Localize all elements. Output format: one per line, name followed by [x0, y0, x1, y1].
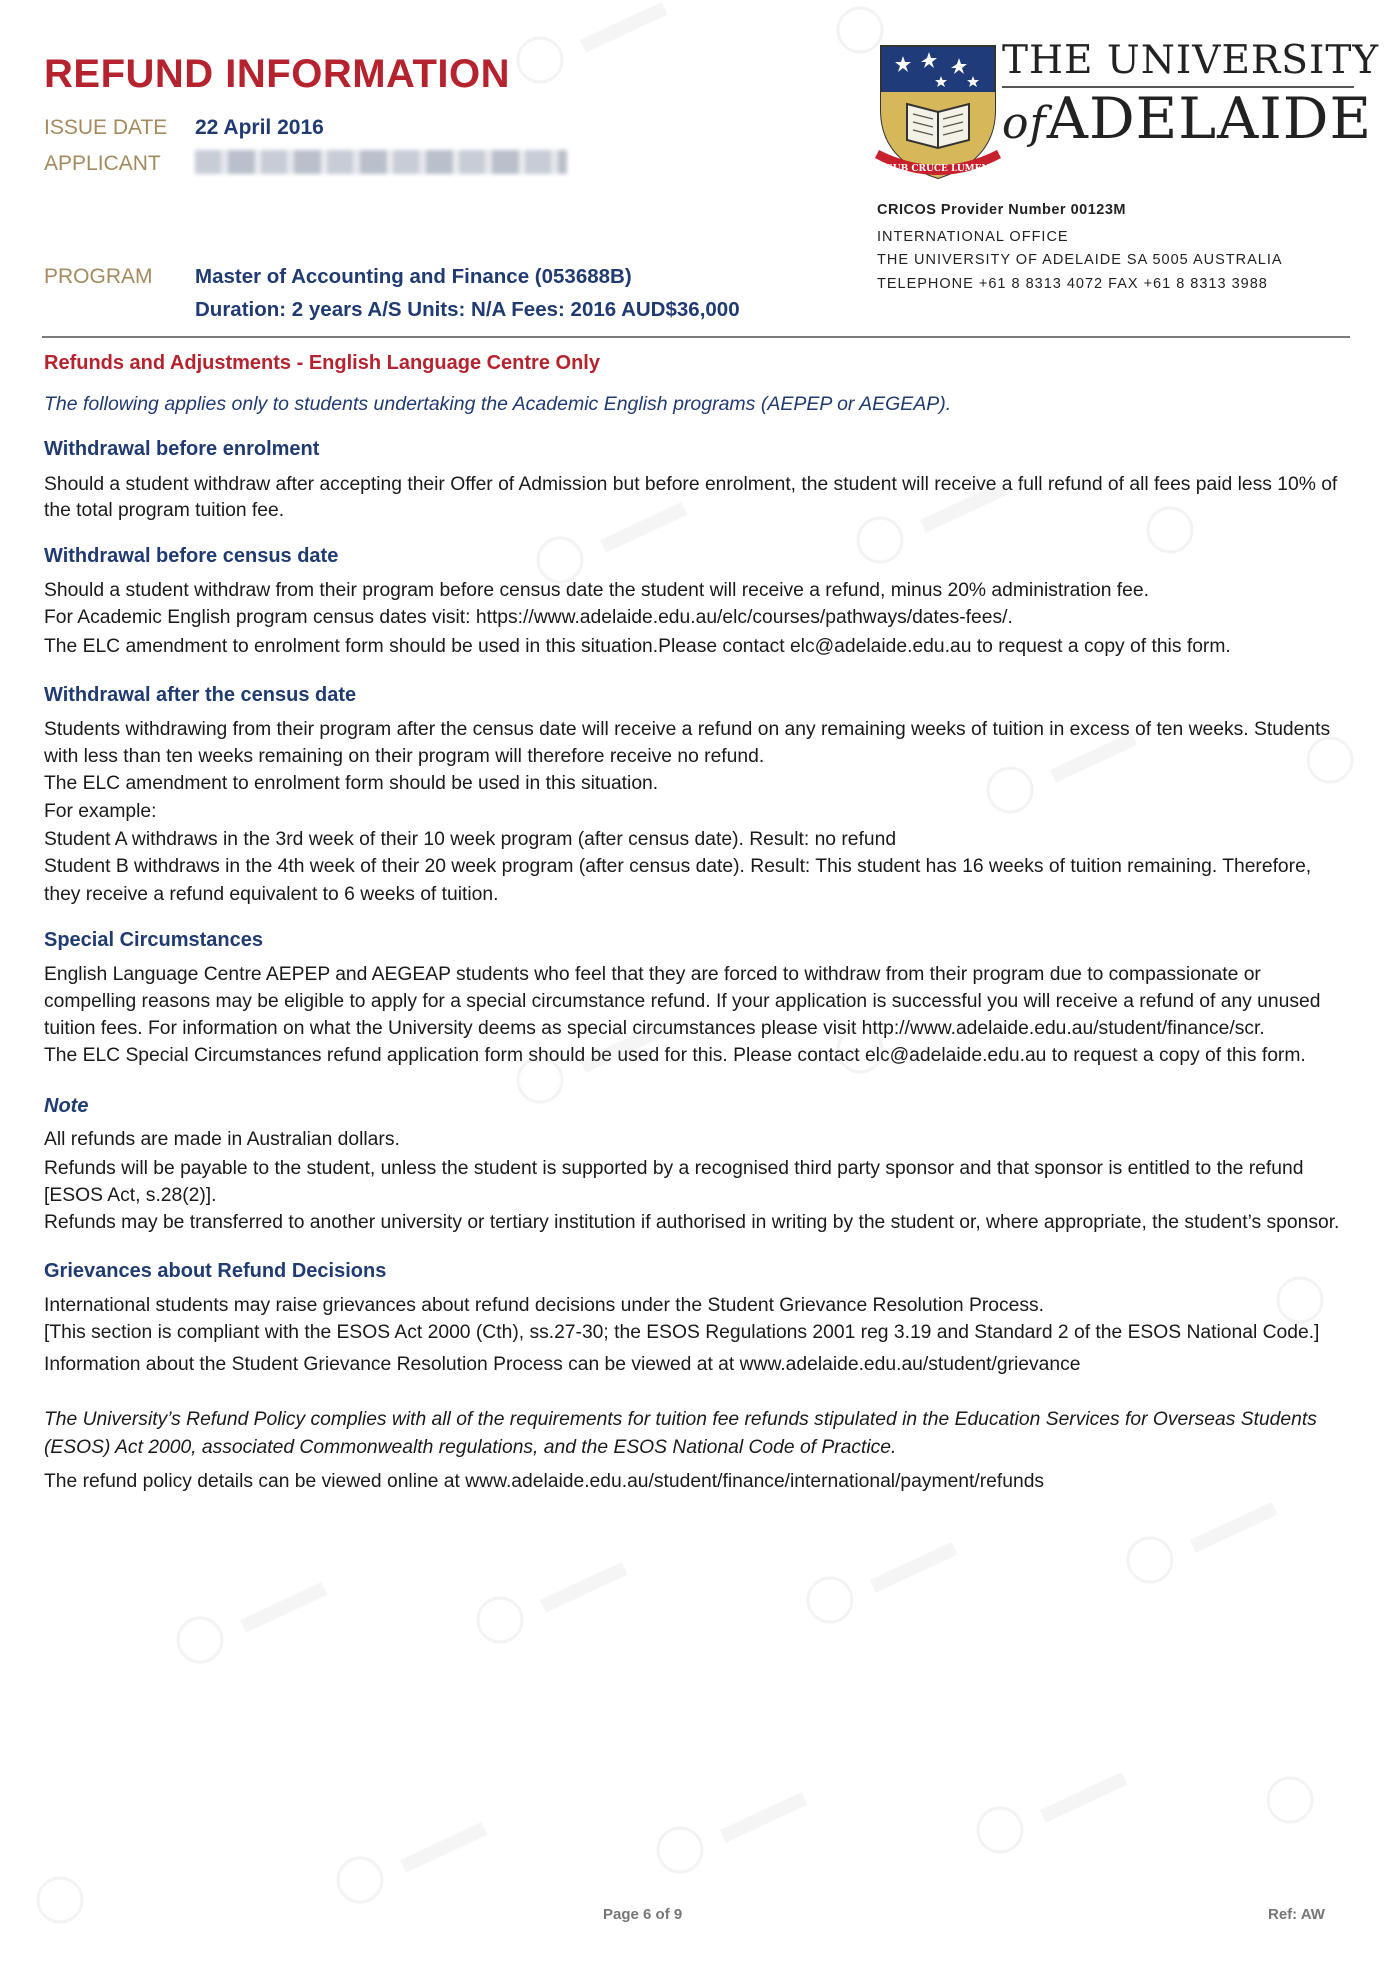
program-name: Master of Accounting and Finance (053688B)	[195, 265, 632, 288]
university-name-adelaide: ADELAIDE	[1046, 86, 1373, 152]
policy-line: The University’s Refund Policy complies with all of the requirements for tuition fee refunds stipulated in the Education Services for Overseas Students	[44, 1409, 1317, 1430]
university-crest-logo	[873, 40, 1003, 188]
university-name-of: of	[1002, 98, 1047, 149]
paragraph-line: Should a student withdraw after accepting their Offer of Admission but before enrolment, the student will receive a full refund of all fees paid less 10% of	[44, 474, 1338, 495]
paragraph-line: compelling reasons may be eligible to apply for a special circumstance refund. If your application is successful you will receive a refund of any unused	[44, 991, 1321, 1012]
paragraph-line: [ESOS Act, s.28(2)].	[44, 1185, 217, 1206]
paragraph-line: For Academic English program census dates visit: https://www.adelaide.edu.au/elc/courses/pathways/dates-fees/.	[44, 607, 1013, 628]
issue-date-label: ISSUE DATE	[44, 116, 168, 139]
paragraph-line: Information about the Student Grievance Resolution Process can be viewed at at www.adelaide.edu.au/student/grievance	[44, 1354, 1081, 1375]
paragraph-line: they receive a refund equivalent to 6 weeks of tuition.	[44, 884, 499, 905]
office-address: THE UNIVERSITY OF ADELAIDE SA 5005 AUSTRALIA	[877, 252, 1283, 268]
heading-withdrawal-before-enrolment: Withdrawal before enrolment	[44, 438, 320, 460]
paragraph-line: Refunds will be payable to the student, unless the student is supported by a recognised third party sponsor and that sponsor is entitled to the refund	[44, 1158, 1304, 1179]
program-details: Duration: 2 years A/S Units: N/A Fees: 2016 AUD$36,000	[195, 298, 740, 321]
paragraph-line: The ELC Special Circumstances refund application form should be used for this. Please contact elc@adelaide.edu.au to request a copy of this form.	[44, 1045, 1306, 1066]
heading-withdrawal-after-census: Withdrawal after the census date	[44, 684, 357, 706]
paragraph-line: tuition fees. For information on what the University deems as special circumstances please visit http://www.adelaide.edu.au/student/finance/scr.	[44, 1018, 1265, 1039]
program-label: PROGRAM	[44, 265, 153, 288]
paragraph-line: The ELC amendment to enrolment form should be used in this situation.Please contact elc@adelaide.edu.au to request a copy of this form.	[44, 636, 1231, 657]
intro-text: The following applies only to students undertaking the Academic English programs (AEPEP or AEGEAP).	[44, 393, 952, 415]
office-phone-fax: TELEPHONE +61 8 8313 4072 FAX +61 8 8313 3988	[877, 276, 1268, 292]
paragraph-line: Student A withdraws in the 3rd week of their 10 week program (after census date). Result: no refund	[44, 829, 897, 850]
university-name-line2	[1002, 86, 1372, 152]
heading-grievances: Grievances about Refund Decisions	[44, 1260, 387, 1282]
issue-date-value: 22 April 2016	[195, 116, 324, 139]
applicant-label: APPLICANT	[44, 152, 161, 175]
paragraph-line: the total program tuition fee.	[44, 500, 285, 521]
paragraph-line: The ELC amendment to enrolment form should be used in this situation.	[44, 773, 659, 794]
heading-special-circumstances: Special Circumstances	[44, 929, 263, 951]
policy-line: The refund policy details can be viewed online at www.adelaide.edu.au/student/finance/international/payment/refunds	[44, 1471, 1045, 1492]
paragraph-line: with less than ten weeks remaining on their program will therefore receive no refund.	[44, 746, 765, 767]
paragraph-line: Student B withdraws in the 4th week of their 20 week program (after census date). Result: This student has 16 weeks of tuition remaining. Therefore,	[44, 856, 1312, 877]
policy-line: (ESOS) Act 2000, associated Commonwealth regulations, and the ESOS National Code of Practice.	[44, 1437, 897, 1458]
paragraph-line: Students withdrawing from their program after the census date will receive a refund on any remaining weeks of tuition in excess of ten weeks. Students	[44, 719, 1331, 740]
paragraph-line: All refunds are made in Australian dollars.	[44, 1129, 400, 1150]
paragraph-line: For example:	[44, 801, 157, 822]
heading-note: Note	[44, 1095, 89, 1117]
paragraph-line: International students may raise grievances about refund decisions under the Student Grievance Resolution Process.	[44, 1295, 1044, 1316]
page-number: Page 6 of 9	[603, 1906, 683, 1923]
office-name: INTERNATIONAL OFFICE	[877, 229, 1069, 245]
paragraph-line: [This section is compliant with the ESOS Act 2000 (Cth), ss.27-30; the ESOS Regulations 2001 reg 3.19 and Standard 2 of the ESOS National Code.]	[44, 1322, 1320, 1343]
applicant-redacted	[195, 150, 567, 174]
reference-code: Ref: AW	[1268, 1906, 1325, 1923]
paragraph-line: Should a student withdraw from their program before census date the student will receive a refund, minus 20% administration fee.	[44, 580, 1149, 601]
paragraph-line: English Language Centre AEPEP and AEGEAP students who feel that they are forced to withdraw from their program due to compassionate or	[44, 964, 1261, 985]
section-title: Refunds and Adjustments - English Language Centre Only	[44, 352, 600, 374]
cricos-number: CRICOS Provider Number 00123M	[877, 202, 1126, 218]
university-name-line1: THE UNIVERSITY	[1002, 38, 1380, 83]
header-divider	[42, 336, 1350, 338]
paragraph-line: Refunds may be transferred to another university or tertiary institution if authorised in writing by the student or, where appropriate, the student’s sponsor.	[44, 1212, 1340, 1233]
heading-withdrawal-before-census: Withdrawal before census date	[44, 545, 339, 567]
crest-motto: SUB CRUCE LUMEN	[886, 164, 990, 174]
document-title: REFUND INFORMATION	[44, 52, 510, 96]
